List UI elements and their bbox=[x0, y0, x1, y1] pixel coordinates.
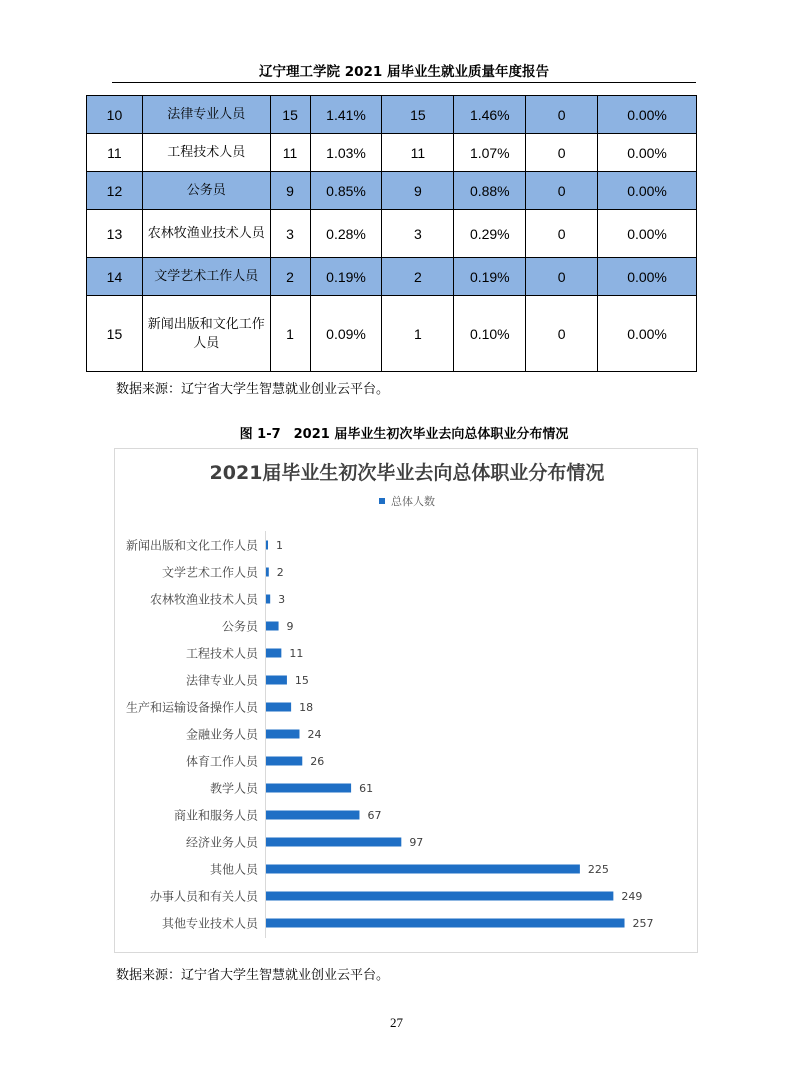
data-label: 61 bbox=[359, 782, 374, 795]
data-label: 257 bbox=[632, 917, 654, 930]
table-row bbox=[87, 296, 697, 372]
cell-pct-b: 0.00% bbox=[598, 96, 697, 134]
data-label: 18 bbox=[299, 701, 314, 714]
cell-pct-b: 0.00% bbox=[598, 172, 697, 210]
table-row bbox=[87, 134, 697, 172]
cell-pct-total: 0.09% bbox=[310, 296, 382, 372]
cell-no: 14 bbox=[87, 258, 143, 296]
category-label: 法律专业人员 bbox=[185, 673, 258, 688]
bar bbox=[266, 541, 268, 550]
cell-pct-total: 0.85% bbox=[310, 172, 382, 210]
bar bbox=[266, 622, 279, 631]
category-label: 金融业务人员 bbox=[185, 727, 258, 742]
data-source-note: 数据来源：辽宁省大学生智慧就业创业云平台。 bbox=[116, 382, 390, 397]
bar bbox=[266, 730, 299, 739]
bar bbox=[266, 595, 270, 604]
category-label: 教学人员 bbox=[209, 781, 258, 796]
category-label: 文学艺术工作人员 bbox=[161, 565, 258, 580]
bar bbox=[266, 568, 269, 577]
cell-pct-b: 0.00% bbox=[598, 210, 697, 258]
cell-count-b: 0 bbox=[526, 134, 598, 172]
cell-occupation: 新闻出版和文化工作人员 bbox=[142, 296, 270, 372]
category-label: 新闻出版和文化工作人员 bbox=[125, 538, 258, 553]
cell-no: 11 bbox=[87, 134, 143, 172]
cell-pct-total: 0.19% bbox=[310, 258, 382, 296]
cell-no: 10 bbox=[87, 96, 143, 134]
cell-pct-a: 0.19% bbox=[454, 258, 526, 296]
bar bbox=[266, 838, 401, 847]
cell-occupation: 文学艺术工作人员 bbox=[142, 258, 270, 296]
cell-count-a: 15 bbox=[382, 96, 454, 134]
cell-pct-total: 0.28% bbox=[310, 210, 382, 258]
data-label: 97 bbox=[409, 836, 424, 849]
cell-pct-b: 0.00% bbox=[598, 296, 697, 372]
table-row bbox=[87, 172, 697, 210]
cell-no: 13 bbox=[87, 210, 143, 258]
data-label: 249 bbox=[621, 890, 643, 903]
page-header: 辽宁理工学院 2021 届毕业生就业质量年度报告 bbox=[259, 64, 549, 80]
bar-chart bbox=[114, 448, 698, 953]
data-label: 15 bbox=[294, 674, 309, 687]
cell-pct-a: 0.29% bbox=[454, 210, 526, 258]
bar bbox=[266, 676, 287, 685]
data-label: 11 bbox=[289, 647, 304, 660]
page-number: 27 bbox=[390, 1015, 403, 1030]
category-label: 办事人员和有关人员 bbox=[149, 889, 258, 904]
cell-count-b: 0 bbox=[526, 210, 598, 258]
cell-count-total: 9 bbox=[270, 172, 310, 210]
legend-label: 总体人数 bbox=[391, 495, 435, 508]
data-label: 26 bbox=[310, 755, 325, 768]
data-label: 24 bbox=[307, 728, 322, 741]
data-label: 3 bbox=[278, 593, 286, 606]
category-label: 其他专业技术人员 bbox=[161, 916, 258, 931]
occupation-table bbox=[86, 95, 697, 372]
data-source-note-2: 数据来源：辽宁省大学生智慧就业创业云平台。 bbox=[116, 968, 390, 983]
cell-count-b: 0 bbox=[526, 96, 598, 134]
data-label: 225 bbox=[587, 863, 609, 876]
cell-count-total: 3 bbox=[270, 210, 310, 258]
cell-count-total: 15 bbox=[270, 96, 310, 134]
bar bbox=[266, 892, 613, 901]
data-label: 9 bbox=[286, 620, 294, 633]
chart-title: 2021届毕业生初次毕业去向总体职业分布情况 bbox=[209, 462, 605, 484]
cell-count-total: 11 bbox=[270, 134, 310, 172]
cell-count-a: 2 bbox=[382, 258, 454, 296]
cell-no: 15 bbox=[87, 296, 143, 372]
cell-occupation: 法律专业人员 bbox=[142, 96, 270, 134]
table-row bbox=[87, 258, 697, 296]
cell-pct-b: 0.00% bbox=[598, 258, 697, 296]
cell-pct-a: 0.88% bbox=[454, 172, 526, 210]
data-label: 2 bbox=[276, 566, 284, 579]
cell-occupation: 公务员 bbox=[142, 172, 270, 210]
cell-count-total: 2 bbox=[270, 258, 310, 296]
cell-count-a: 3 bbox=[382, 210, 454, 258]
chart-svg bbox=[115, 449, 699, 954]
cell-count-b: 0 bbox=[526, 296, 598, 372]
data-label: 1 bbox=[276, 539, 283, 552]
legend-swatch bbox=[379, 498, 385, 504]
category-label: 农林牧渔业技术人员 bbox=[149, 592, 258, 607]
bars-group bbox=[126, 538, 654, 931]
category-label: 公务员 bbox=[221, 619, 258, 634]
bar bbox=[266, 811, 359, 820]
cell-pct-total: 1.03% bbox=[310, 134, 382, 172]
category-label: 经济业务人员 bbox=[185, 835, 258, 850]
cell-count-total: 1 bbox=[270, 296, 310, 372]
cell-count-a: 11 bbox=[382, 134, 454, 172]
cell-count-b: 0 bbox=[526, 258, 598, 296]
data-label: 67 bbox=[367, 809, 382, 822]
figure-caption: 图 1-7 2021 届毕业生初次毕业去向总体职业分布情况 bbox=[239, 427, 569, 442]
cell-pct-a: 0.10% bbox=[454, 296, 526, 372]
cell-no: 12 bbox=[87, 172, 143, 210]
header-rule bbox=[112, 82, 696, 83]
table-row bbox=[87, 96, 697, 134]
category-label: 其他人员 bbox=[209, 862, 258, 877]
cell-pct-b: 0.00% bbox=[598, 134, 697, 172]
bar bbox=[266, 865, 580, 874]
cell-occupation: 农林牧渔业技术人员 bbox=[142, 210, 270, 258]
category-label: 生产和运输设备操作人员 bbox=[125, 700, 258, 715]
cell-pct-a: 1.46% bbox=[454, 96, 526, 134]
cell-count-a: 1 bbox=[382, 296, 454, 372]
category-label: 体育工作人员 bbox=[185, 754, 258, 769]
category-label: 商业和服务人员 bbox=[173, 808, 258, 823]
bar bbox=[266, 703, 291, 712]
table-row bbox=[87, 210, 697, 258]
bar bbox=[266, 757, 302, 766]
bar bbox=[266, 919, 625, 928]
bar bbox=[266, 649, 281, 658]
category-label: 工程技术人员 bbox=[185, 646, 258, 661]
bar bbox=[266, 784, 351, 793]
cell-count-b: 0 bbox=[526, 172, 598, 210]
cell-count-a: 9 bbox=[382, 172, 454, 210]
cell-occupation: 工程技术人员 bbox=[142, 134, 270, 172]
cell-pct-total: 1.41% bbox=[310, 96, 382, 134]
cell-pct-a: 1.07% bbox=[454, 134, 526, 172]
